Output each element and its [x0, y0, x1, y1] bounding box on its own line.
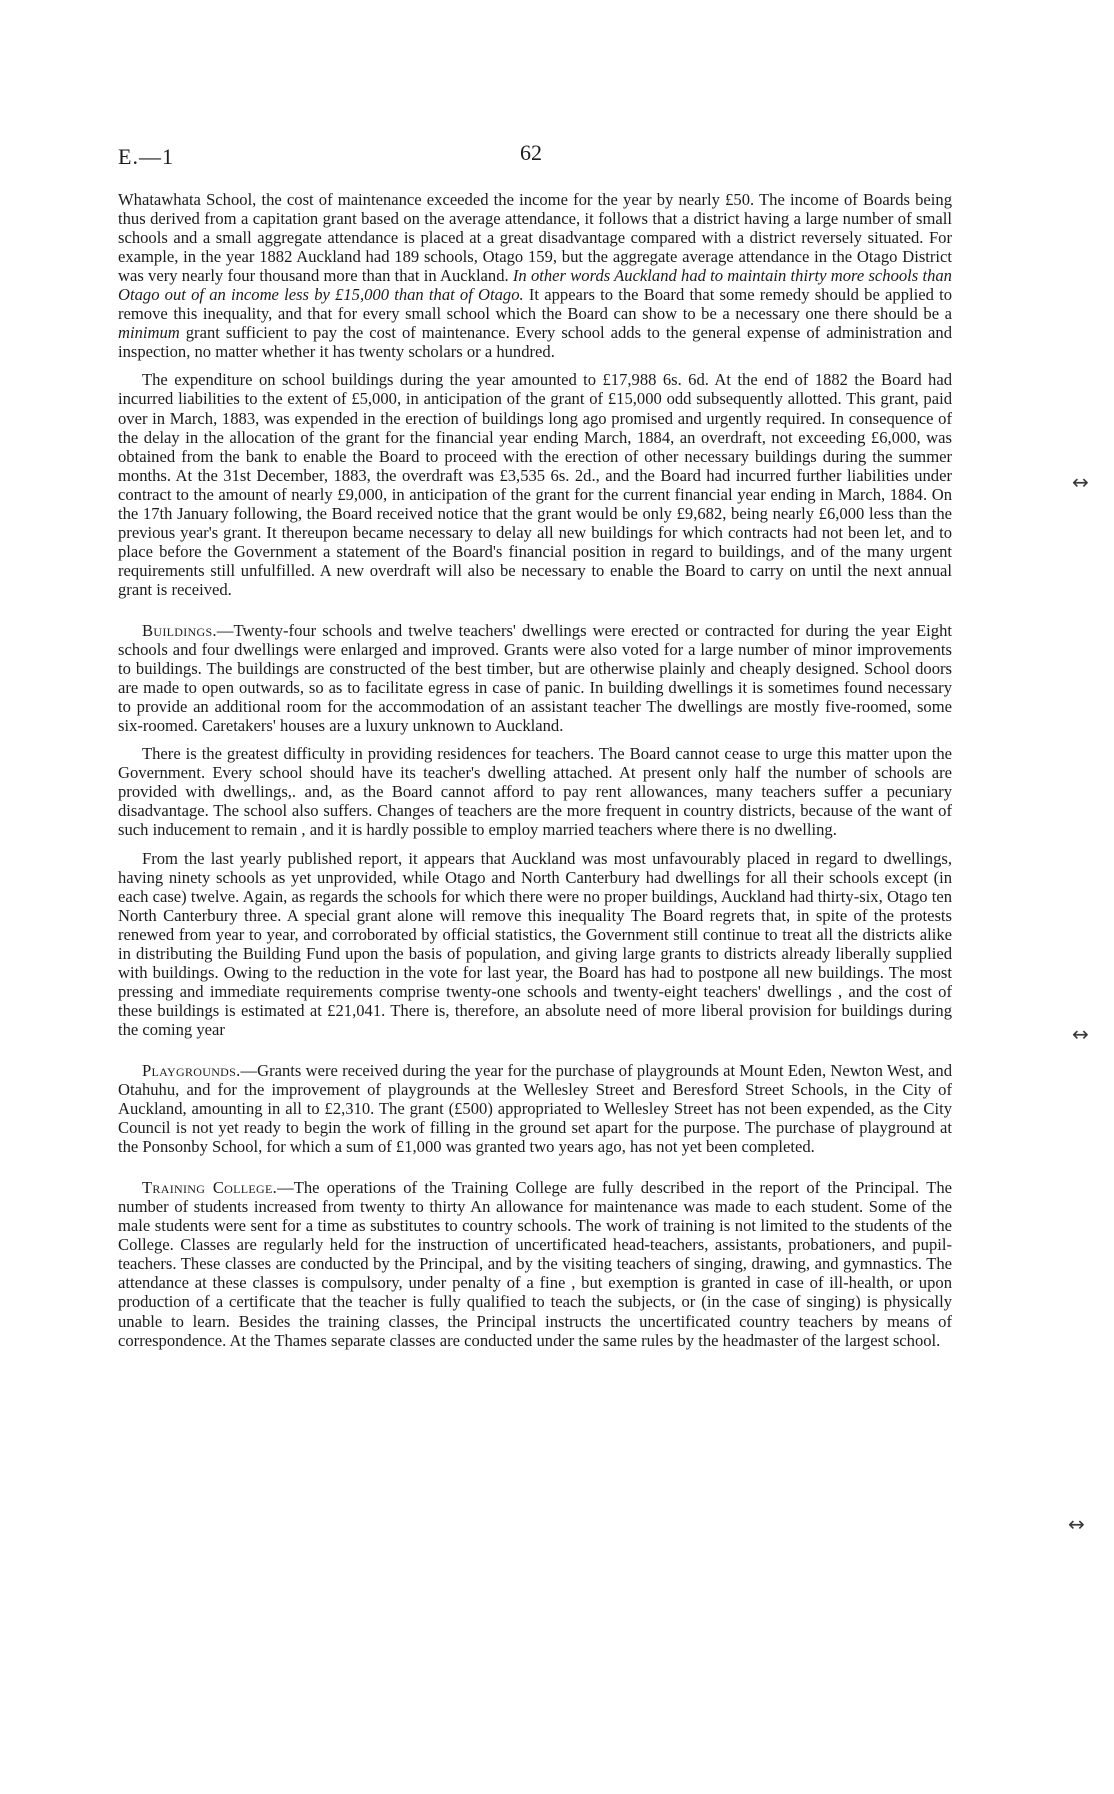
section-buildings: Buildings.—Twenty-four schools and twelve teachers' dwellings were erected or contracted for during the year Eight schools and four dwellings were enlarged and improved. Grants were also voted for a large number of minor improvements to buildings. The buildings are constructed of the best timber, but are otherwise plainly and cheaply designed. School doors are made to open outwards, so as to facilitate egress in case of panic. In building dwellings it is sometimes found necessary to provide an additional room for the accommodation of an assistant teacher The dwellings are mostly five-roomed, some six-roomed. Caretakers' houses are a luxury unknown to Auckland.: [118, 620, 952, 736]
document-reference: E.—1: [118, 144, 174, 169]
paragraph-expenditure: The expenditure on school buildings during the year amounted to £17,988 6s. 6d. At the end of 1882 the Board had incurred liabilities to the extent of £5,000, in anticipation of the grant of £15,000 odd subsequently allotted. This grant, paid over in March, 1883, was expended in the erection of buildings long ago promised and urgently required. In consequence of the delay in the allocation of the grant for the financial year ending March, 1884, an overdraft, not exceeding £6,000, was obtained from the bank to enable the Board to proceed with the erection of other necessary buildings during the summer months. At the 31st December, 1883, the overdraft was £3,535 6s. 2d., and the Board had incurred further liabilities under contract to the amount of nearly £9,000, in anticipation of the grant for the current financial year ending in March, 1884. On the 17th January following, the Board received notice that the grant would be only £9,682, being nearly £6,000 less than the previous year's grant. It thereupon became necessary to delay all new buildings for which contracts had not been let, and to place before the Government a statement of the Board's financial position in regard to buildings, and of the many urgent requirements still unfulfilled. A new overdraft will also be necessary to enable the Board to carry on until the next annual grant is received.: [118, 370, 952, 599]
paragraph-dwellings-report: From the last yearly published report, it appears that Auckland was most unfavourably placed in regard to dwellings, having ninety schools as yet unprovided, while Otago and North Canterbury had dwellings for all their schools except (in each case) twelve. Again, as regards the schools for which there were no proper buildings, Auckland had thirty-six, Otago ten North Canterbury three. A special grant alone will remove this inequality The Board regrets that, in spite of the protests renewed from year to year, and corroborated by official statistics, the Government still continue to treat all the districts alike in distributing the Building Fund upon the basis of population, and giving large grants to districts already liberally supplied with buildings. Owing to the reduction in the vote for last year, the Board has had to postpone all new buildings. The most pressing and immediate requirements comprise twenty-one schools and twenty-eight teachers' dwellings , and the cost of these buildings is estimated at £21,041. There is, therefore, an absolute need of more liberal provision for buildings during the coming year: [118, 848, 952, 1039]
paragraph-capitation: Whatawhata School, the cost of maintenance exceeded the income for the year by nearly £50. The income of Boards being thus derived from a capitation grant based on the average attendance, it follows that a district having a large number of small schools and a small aggregate attendance is placed at a great disadvantage compared with a district reversely situated. For example, in the year 1882 Auckland had 189 schools, Otago 159, but the aggregate average attendance in the Otago District was very nearly four thousand more than that in Auckland. In other words Auckland had to maintain thirty more schools than Otago out of an income less by £15,000 than that of Otago. It appears to the Board that some remedy should be applied to remove this inequality, and that for every small school which the Board can show to be a necessary one there should be a minimum grant sufficient to pay the cost of maintenance. Every school adds to the general expense of administration and inspection, no matter whether it has twenty scholars or a hundred.: [118, 190, 952, 362]
section-playgrounds: Playgrounds.—Grants were received during the year for the purchase of playgrounds at Mount Eden, Newton West, and Otahuhu, and for the improvement of playgrounds at the Wellesley Street and Beresford Street Schools, in the City of Auckland, amounting in all to £2,310. The grant (£500) appropriated to Wellesley Street has not been expended, as the City Council is not yet ready to begin the work of filling in the ground set apart for the purpose. The purchase of playground at the Ponsonby School, for which a sum of £1,000 was granted two years ago, has not yet been completed.: [118, 1060, 952, 1157]
section-heading-buildings: Buildings.: [142, 620, 217, 640]
body-text: [118, 190, 952, 1359]
section-heading-training-college: Training College.: [142, 1178, 278, 1198]
section-training-college: Training College.—The operations of the Training College are fully described in the report of the Principal. The number of students increased from twenty to thirty An allowance for maintenance was made to each student. Some of the male students were sent for a time as substitutes to country schools. The work of training is not limited to the students of the College. Classes are regularly held for the instruction of uncertificated head-teachers, assistants, probationers, and pupil-teachers. These classes are conducted by the Principal, and by the visiting teachers of singing, drawing, and gymnastics. The attendance at these classes is compulsory, under penalty of a fine , but exemption is granted in case of ill-health, or upon production of a certificate that the teacher is fully qualified to teach the subjects, or (in the case of singing) is physically unable to learn. Besides the training classes, the Principal instructs the uncertificated country teachers by means of correspondence. At the Thames separate classes are conducted under the same rules by the headmaster of the largest school.: [118, 1178, 952, 1350]
margin-mark-icon: ↔: [1072, 470, 1089, 494]
margin-mark-icon: ↔: [1072, 1022, 1089, 1046]
page-number: 62: [520, 140, 542, 165]
section-heading-playgrounds: Playgrounds.: [142, 1060, 241, 1080]
paragraph-residences: There is the greatest difficulty in providing residences for teachers. The Board cannot cease to urge this matter upon the Government. Every school should have its teacher's dwelling attached. At present only half the number of schools are provided with dwellings,. and, as the Board cannot afford to pay rent allowances, many teachers suffer a pecuniary disadvantage. The school also suffers. Changes of teachers are the more frequent in country districts, because of the want of such inducement to remain , and it is hardly possible to employ married teachers where there is no dwelling.: [118, 744, 952, 840]
margin-mark-icon: ↔: [1068, 1512, 1085, 1536]
